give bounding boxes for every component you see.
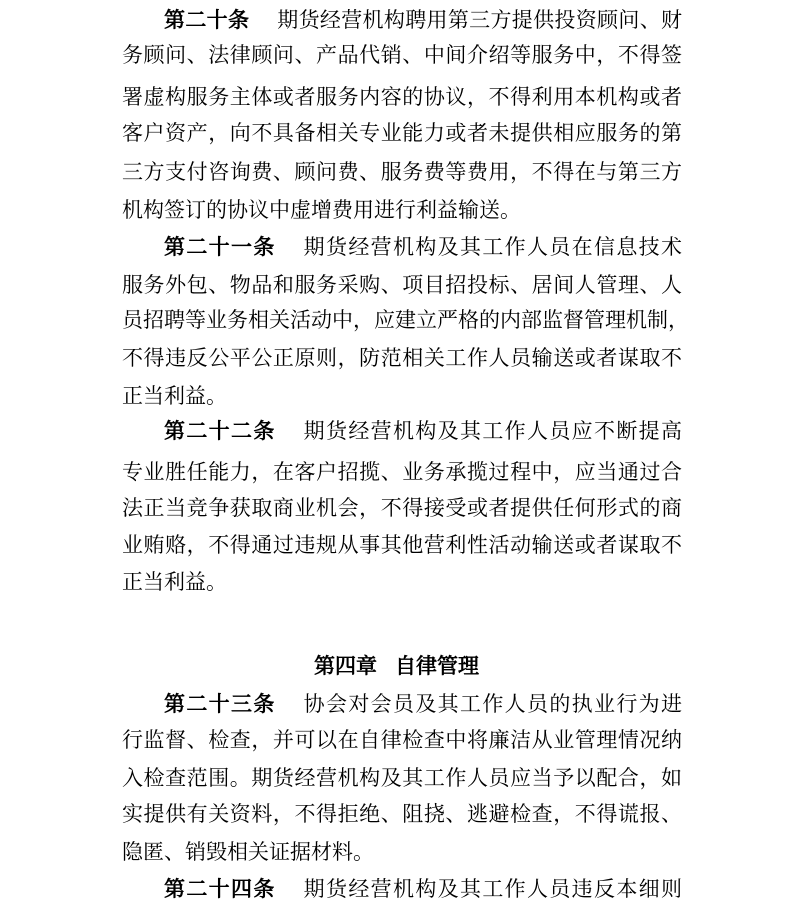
article-22-line-3: 法正当竞争获取商业机会，不得接受或者提供任何形式的商: [122, 496, 682, 520]
article-23-line-5: 隐匿、销毁相关证据材料。: [122, 840, 374, 864]
article-21-line-4: 不得违反公平公正原则，防范相关工作人员输送或者谋取不: [122, 346, 682, 370]
article-22-line-2: 专业胜任能力，在客户招揽、业务承揽过程中，应当通过合: [122, 460, 682, 484]
article-22-line-4: 业贿赂，不得通过违规从事其他营利性活动输送或者谋取不: [122, 533, 682, 557]
article-21-line-2: 服务外包、物品和服务采购、项目招投标、居间人管理、人: [122, 273, 682, 297]
article-21-label: 第二十一条: [164, 235, 276, 259]
article-21-line-3: 员招聘等业务相关活动中，应建立严格的内部监督管理机制，: [122, 308, 689, 332]
article-24-label: 第二十四条: [164, 877, 276, 901]
article-20-line-1: 第二十条 期货经营机构聘用第三方提供投资顾问、财: [164, 8, 683, 32]
article-20-line-2: 务顾问、法律顾问、产品代销、中间介绍等服务中，不得签: [122, 43, 682, 67]
article-20-line-5: 三方支付咨询费、顾问费、服务费等费用，不得在与第三方: [122, 160, 682, 184]
article-23-line-1: 第二十三条 协会对会员及其工作人员的执业行为进: [164, 692, 683, 716]
article-20-label: 第二十条: [164, 8, 250, 32]
chapter-number: 第四章: [314, 654, 377, 678]
article-23-label: 第二十三条: [164, 692, 276, 716]
article-23-line-3: 入检查范围。期货经营机构及其工作人员应当予以配合，如: [122, 766, 682, 790]
article-24-line-1: 第二十四条 期货经营机构及其工作人员违反本细则: [164, 877, 683, 901]
article-20-line-4: 客户资产，向不具备相关专业能力或者未提供相应服务的第: [122, 121, 682, 145]
article-21-line-5: 正当利益。: [122, 384, 227, 408]
chapter-title: 自律管理: [395, 654, 479, 678]
article-22-line-5: 正当利益。: [122, 570, 227, 594]
chapter-heading: [0, 648, 793, 684]
article-22-label: 第二十二条: [164, 419, 276, 443]
article-21-line-1: 第二十一条 期货经营机构及其工作人员在信息技术: [164, 235, 683, 259]
article-20-line-6: 机构签订的协议中虚增费用进行利益输送。: [122, 198, 521, 222]
article-20-line-3: 署虚构服务主体或者服务内容的协议，不得利用本机构或者: [122, 85, 682, 109]
article-23-line-2: 行监督、检查，并可以在自律检查中将廉洁从业管理情况纳: [122, 728, 682, 752]
article-23-line-4: 实提供有关资料，不得拒绝、阻挠、逃避检查，不得谎报、: [122, 802, 682, 826]
article-22-line-1: 第二十二条 期货经营机构及其工作人员应不断提高: [164, 419, 683, 443]
